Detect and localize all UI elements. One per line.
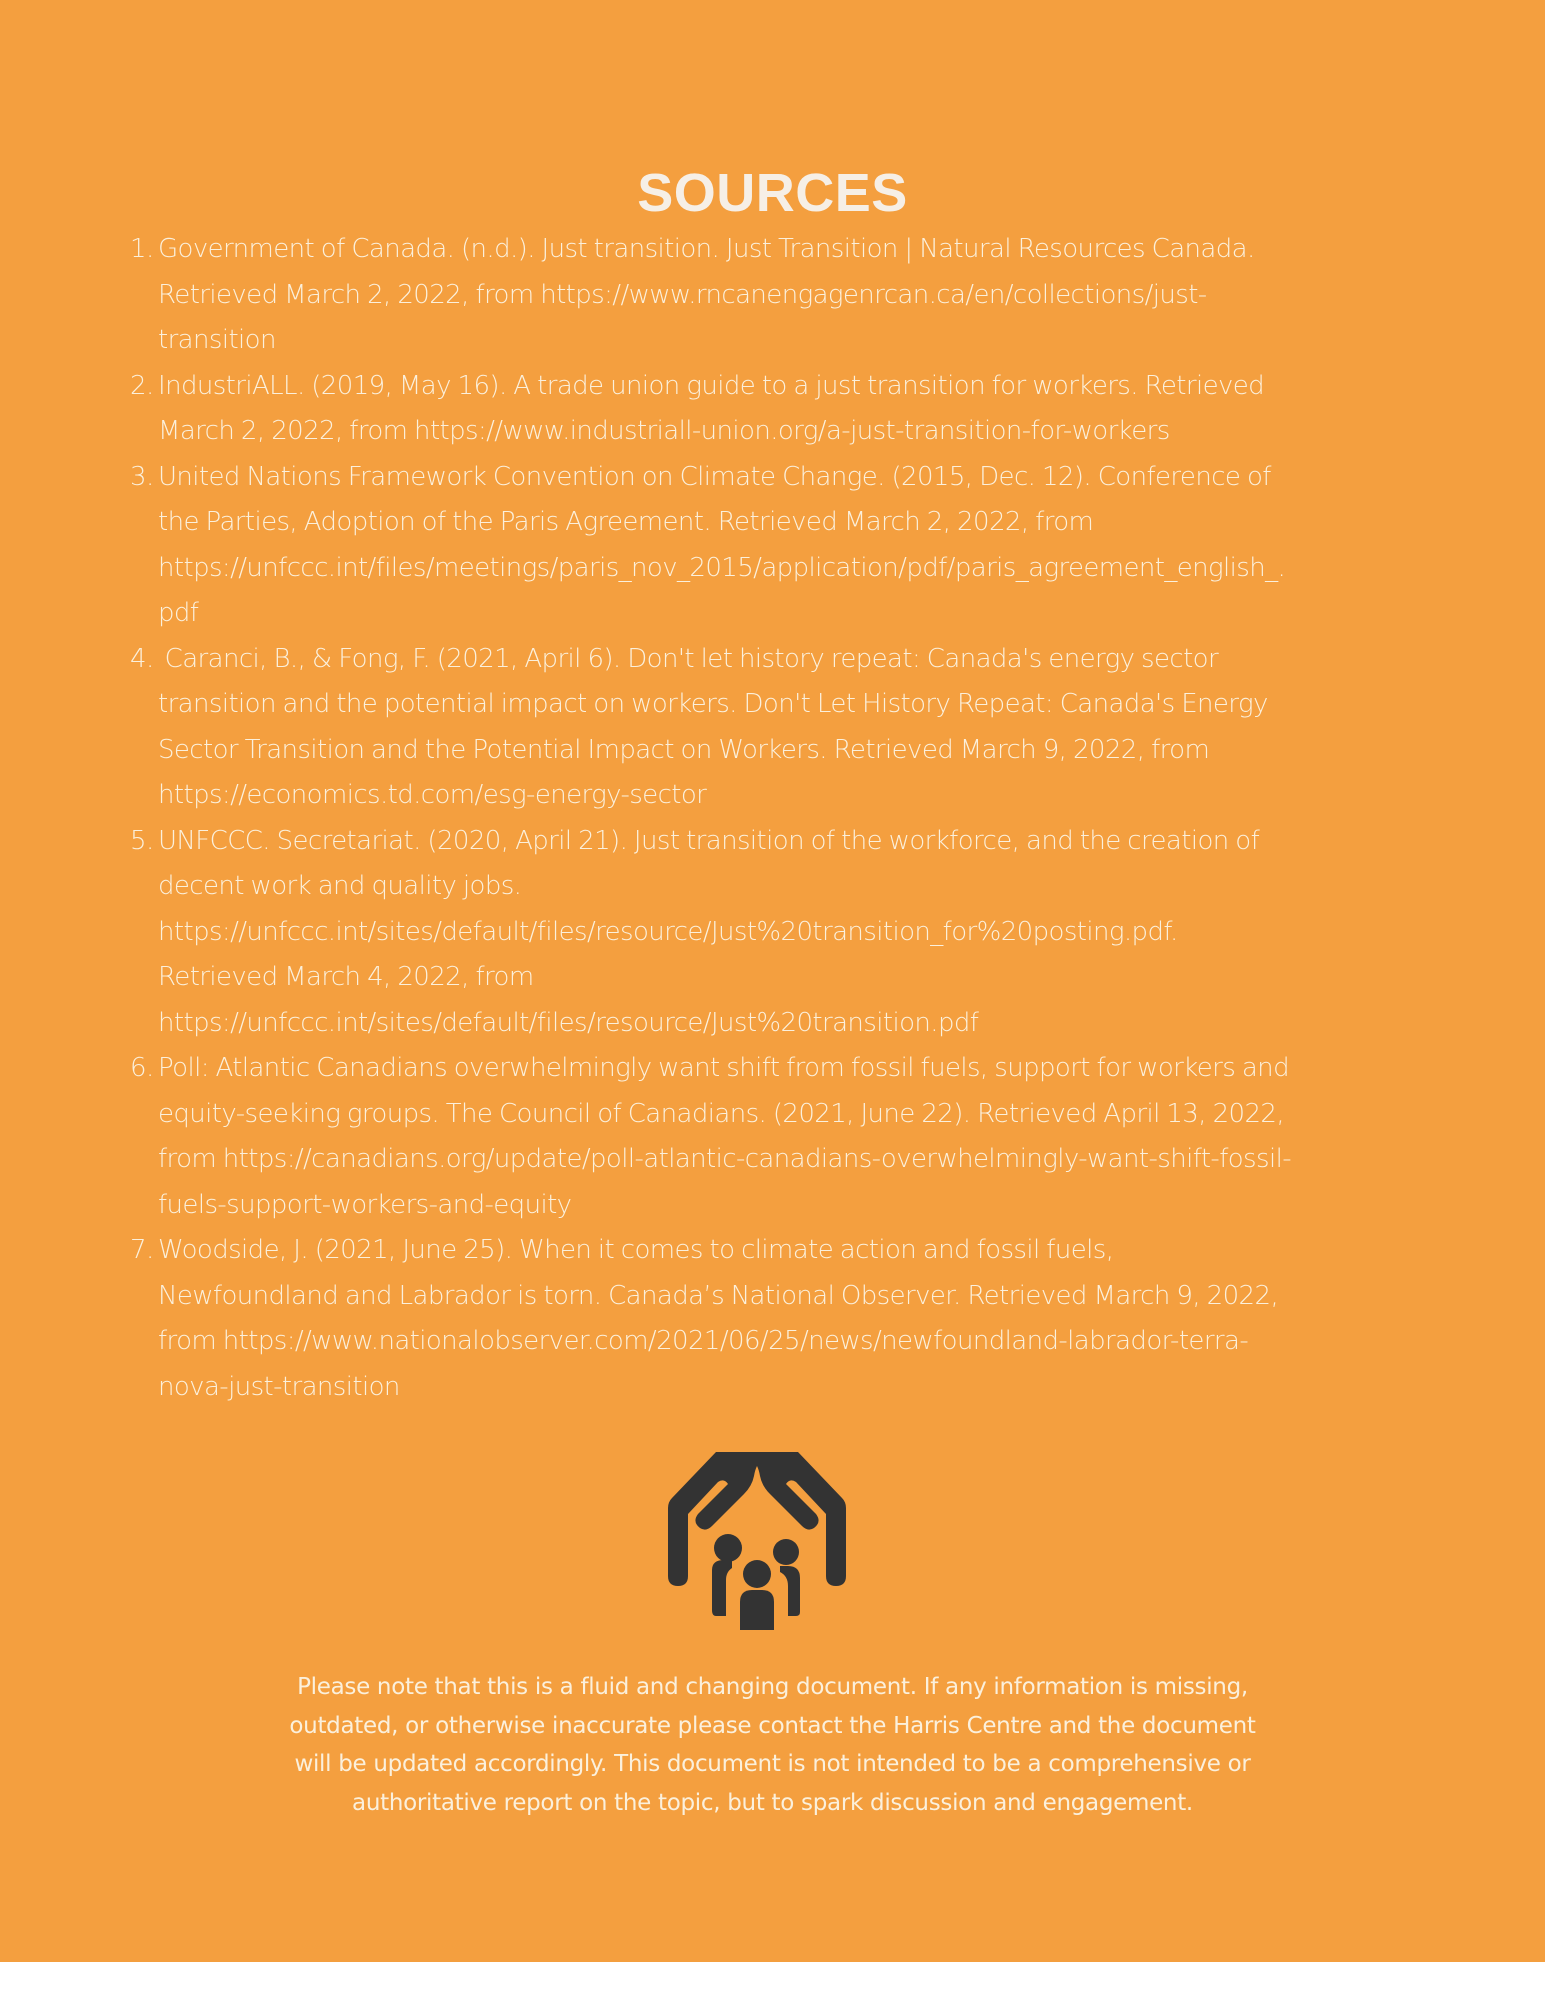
- source-text-line: https://economics.td.com/esg-energy-sector: [158, 780, 707, 810]
- source-text-line: from https://canadians.org/update/poll-atlantic-canadians-overwhelmingly-want-shift-fossil-: [158, 1144, 1291, 1174]
- source-number: 4.: [130, 643, 154, 674]
- source-item: [124, 455, 1464, 637]
- source-text-line: https://unfccc.int/files/meetings/paris_nov_2015/application/pdf/paris_agreement_english_.: [158, 552, 1286, 583]
- note-line: will be updated accordingly. This document is not intended to be a comprehensive or: [294, 1751, 1251, 1777]
- source-text-line: equity-seeking groups. The Council of Canadians. (2021, June 22). Retrieved April 13, 2022,: [158, 1098, 1285, 1129]
- source-text-line: https://unfccc.int/sites/default/files/resource/Just%20transition.pdf: [158, 1007, 979, 1038]
- source-text-line: Retrieved March 2, 2022, from https://www.rncanengagenrcan.ca/en/collections/just-: [158, 279, 1207, 310]
- source-text-line: https://unfccc.int/sites/default/files/resource/Just%20transition_for%20posting.pdf.: [158, 916, 1178, 947]
- source-item: [124, 637, 1464, 819]
- source-number: 2.: [130, 370, 154, 401]
- protecting-hands-family-icon: [666, 1448, 848, 1630]
- source-number: 6.: [130, 1053, 154, 1083]
- source-text-line: Retrieved March 4, 2022, from: [158, 962, 534, 992]
- source-text-line: the Parties, Adoption of the Paris Agreement. Retrieved March 2, 2022, from: [158, 507, 1094, 537]
- source-text-line: transition and the potential impact on workers. Don't Let History Repeat: Canada's Energy: [158, 689, 1268, 719]
- source-text-line: pdf: [158, 598, 199, 628]
- source-number: 1.: [130, 234, 154, 264]
- source-number: 7.: [130, 1235, 154, 1265]
- note-line: authoritative report on the topic, but to spark discussion and engagement.: [352, 1789, 1193, 1816]
- note-line: outdated, or otherwise inaccurate please contact the Harris Centre and the document: [289, 1712, 1256, 1739]
- source-text-line: Sector Transition and the Potential Impact on Workers. Retrieved March 9, 2022, from: [158, 734, 1210, 765]
- source-number: 5.: [130, 825, 154, 856]
- source-text-line: IndustriALL. (2019, May 16). A trade union guide to a just transition for workers. Retrieved: [158, 370, 1265, 401]
- source-item: [124, 1228, 1464, 1410]
- note-line: Please note that this is a fluid and changing document. If any information is missing,: [297, 1674, 1248, 1700]
- source-text-line: Poll: Atlantic Canadians overwhelmingly want shift from fossil fuels, support for workers and: [158, 1053, 1289, 1083]
- source-item: [124, 364, 1464, 455]
- source-number: 3.: [130, 461, 154, 492]
- disclaimer-note: [0, 1668, 1545, 1822]
- source-item: [124, 819, 1464, 1047]
- source-text-line: Caranci, B., & Fong, F. (2021, April 6). Don't let history repeat: Canada's energy sector: [158, 643, 1219, 674]
- source-text-line: Government of Canada. (n.d.). Just transition. Just Transition | Natural Resources Canada.: [158, 234, 1255, 264]
- page-title: SOURCES: [637, 163, 908, 224]
- source-text-line: fuels-support-workers-and-equity: [158, 1189, 572, 1220]
- source-text-line: nova-just-transition: [158, 1371, 400, 1402]
- source-text-line: United Nations Framework Convention on Climate Change. (2015, Dec. 12). Conference of: [158, 461, 1271, 492]
- source-item: [124, 1046, 1464, 1228]
- source-text-line: transition: [158, 325, 276, 355]
- source-text-line: UNFCCC. Secretariat. (2020, April 21). Just transition of the workforce, and the creation of: [158, 825, 1260, 856]
- source-text-line: from https://www.nationalobserver.com/2021/06/25/news/newfoundland-labrador-terra-: [158, 1326, 1249, 1356]
- source-text-line: Woodside, J. (2021, June 25). When it comes to climate action and fossil fuels,: [158, 1235, 1114, 1265]
- source-text-line: Newfoundland and Labrador is torn. Canada’s National Observer. Retrieved March 9, 2022,: [158, 1280, 1279, 1311]
- source-text-line: March 2, 2022, from https://www.industriall-union.org/a-just-transition-for-workers: [158, 416, 1170, 446]
- source-item: [124, 227, 1464, 364]
- sources-list: [124, 227, 1464, 1410]
- source-text-line: decent work and quality jobs.: [158, 871, 522, 901]
